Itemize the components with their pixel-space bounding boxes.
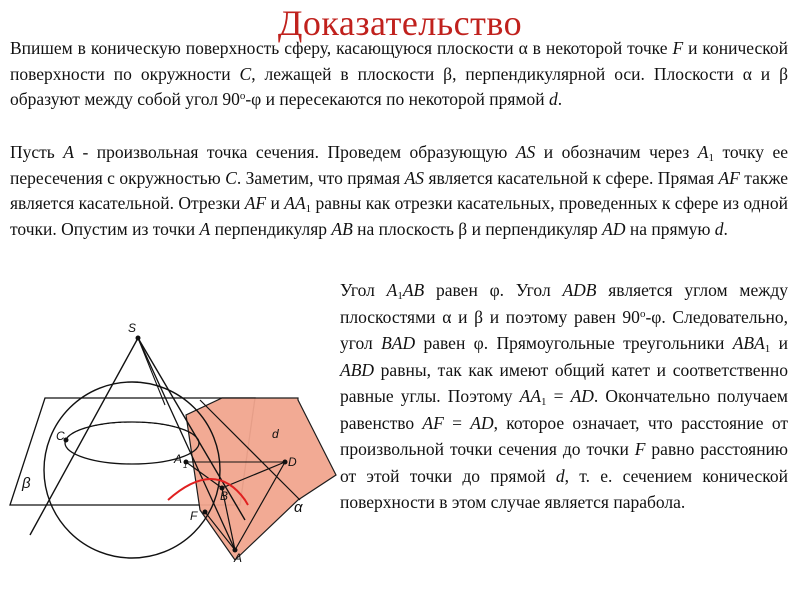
paragraph-setup: Впишем в коническую поверхность сферу, касающуюся плоскости α в некоторой точке F и конической поверхности по окружности C, лежащей в плоскости β, перпендикулярной оси. Плоскости α и β образуют между собой угол 90$^o$-φ и пересекаются по некоторой прямой d.	[10, 38, 789, 109]
label-a1: A	[174, 452, 183, 466]
label-s: S	[128, 321, 137, 335]
label-c: C	[56, 429, 65, 443]
label-f: F	[190, 509, 198, 523]
paragraph-construction: Пусть A - произвольная точка сечения. Проведем образующую AS и обозначим через $A_1$ точку ее пересечения с окружностью C. Заметим, что прямая AS является касательной к сфере. Прямая AF также является касательной. Отрезки AF и $AA_1$ равны как отрезки касательных, проведенных к сфере из одной точки. Опустим из точки A перпендикуляр AB на плоскость β и перпендикуляр AD на прямую d.	[10, 142, 788, 239]
label-a1-sub: 1	[183, 461, 188, 470]
label-d-line: d	[272, 427, 279, 441]
label-alpha: α	[294, 499, 303, 516]
page-title: Доказательство	[277, 3, 523, 43]
label-d-point: D	[288, 455, 297, 469]
paragraph-conclusion: Угол $A_1AB$ равен φ. Угол ADB является углом между плоскостями α и β и поэтому равен 90$^o$-φ. Следовательно, угол BAD равен φ. Прямоугольные треугольники $ABA_1$ и ABD равны, так как имеют общий катет и соответственно равные углы. Поэтому $AA_1$ = AD. Окончательно получаем равенство AF = AD, которое означает, что расстояние от произвольной точки сечения до точки F равно расстоянию от этой точки до прямой d, т. е. сечением конической поверхности в этом случае является парабола.	[340, 280, 789, 512]
label-beta: β	[22, 475, 31, 492]
label-b: B	[220, 489, 229, 503]
label-a: A	[234, 551, 243, 565]
geometry-figure	[0, 310, 340, 600]
